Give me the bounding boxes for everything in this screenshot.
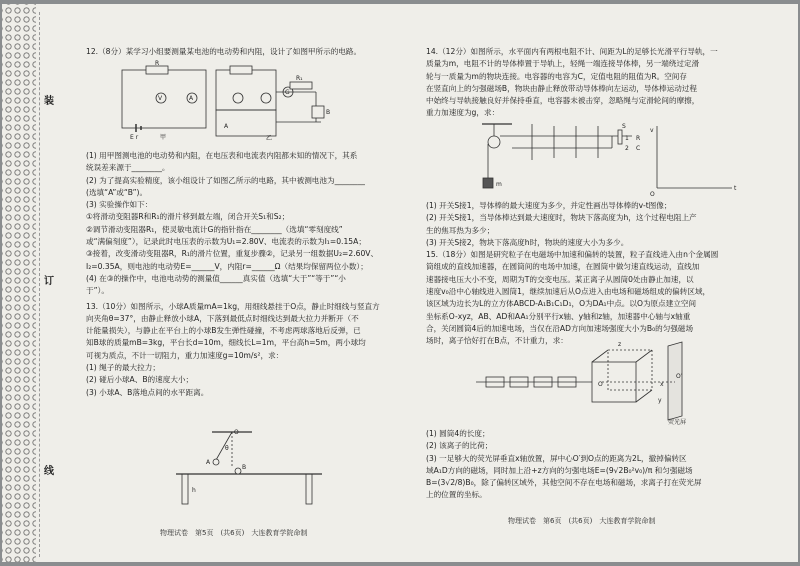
binding-char-xian: 线 xyxy=(44,466,54,477)
q13-line: 计能量损失），与静止在平台上的小球B发生弹性碰撞，不考虑两球落地后反弹，已 xyxy=(86,326,361,336)
q15-line: 该区域为边长为L的立方体ABCD-A₁B₁C₁D₁，O为DA₁中点。以O为原点建立空间 xyxy=(426,299,697,309)
ball-A xyxy=(213,459,219,465)
q14-line: 在竖直向上的匀强磁场B，物块由静止释放带动导体棒向左运动，导体棒运动过程 xyxy=(426,83,697,93)
rheostat-R xyxy=(146,66,168,74)
label-B: B xyxy=(242,464,247,471)
q12-line: I₂=0.35A，则电池的电动势E=______V，内阻r=______Ω（结果均保留两位小数）； xyxy=(86,261,368,271)
q15-line: 场时，离子恰好打在B点，不计重力，求： xyxy=(426,336,568,346)
label-A: A xyxy=(206,459,211,466)
label-m: m xyxy=(496,181,502,188)
binding-char-zhuang: 装 xyxy=(44,96,54,107)
q12-title: 12.（8分）某学习小组要测量某电池的电动势和内阻，设计了如图甲所示的电路。 xyxy=(86,47,362,56)
q15-part: (3) 一足够大的荧光屏垂直x轴放置，屏中心O′到O点的距离为2L，撤掉偏转区 xyxy=(426,453,687,463)
pulley-icon xyxy=(488,136,500,148)
label-O: O xyxy=(598,381,603,388)
q13-line: 向夹角θ=37°，由静止释放小球A，下落到最低点时细线达到最大拉力并断开（不 xyxy=(86,313,359,323)
q12-line: (3) 实验操作如下： xyxy=(86,200,153,210)
label-Oprime: O′ xyxy=(676,373,683,380)
label-V: V xyxy=(158,95,163,102)
q15-line: 合，关闭圆筒4后的加速电场，当仅在沿AD方向加速场强度大小为B₀的匀强磁场 xyxy=(426,323,694,333)
q12-line: ①将滑动变阻器R和R₁的滑片移到最左端，闭合开关S₁和S₂； xyxy=(86,212,290,222)
q13-pendulum-figure xyxy=(172,426,332,508)
q13-line: (1) 绳子的最大拉力； xyxy=(86,363,160,373)
q12-line: 于”）。 xyxy=(86,286,109,296)
q15-line: 速度v₀沿中心轴线进入圆筒1，继续加速后从O点进入由电场和磁场组成的偏转区域， xyxy=(426,287,711,297)
q13-line: 知B球的质量mB=3kg，平台长d=10m，细线长L=1m，平台高h=5m，两小球均 xyxy=(86,338,366,348)
q14-part: (2) 开关S接1，当导体棒达到最大速度时，物块下落高度为h，这个过程电阻上产 xyxy=(426,213,697,223)
rheostat-R1 xyxy=(290,82,312,89)
q12-line: 统误差来源于________。 xyxy=(86,163,170,173)
q15-accelerator-figure xyxy=(472,342,702,424)
label-2: 2 xyxy=(625,145,629,152)
q15-part: 上的位置的坐标。 xyxy=(426,490,487,500)
ball-B xyxy=(235,468,241,474)
q12-body xyxy=(86,150,404,399)
q12-circuit-figure xyxy=(116,60,331,142)
q12-line: 或“满偏刻度”），记录此时电压表的示数为U₁=2.80V、电流表的示数为I₁=0.15A； xyxy=(86,237,366,247)
q14-line: 质量为m，电阻不计的导体棒置于导轨上，轻绳一端连接导体棒，另一端绕过定滑 xyxy=(426,59,700,69)
q15-part: (1) 圆筒4的长度； xyxy=(426,429,490,438)
label-z: z xyxy=(618,341,622,348)
label-R1: R₁ xyxy=(296,75,303,82)
label-O: O xyxy=(650,191,655,198)
block-m xyxy=(483,178,493,188)
q15-line: 坐标系O-xyz，AB、AD和AA₁分别平行x轴、y轴和z轴，加速器中心轴与x轴重 xyxy=(426,311,691,321)
label-1: 1 xyxy=(625,135,629,142)
fluorescent-screen xyxy=(668,342,682,420)
label-jia: 甲 xyxy=(160,134,167,141)
label-yi: 乙 xyxy=(266,135,273,142)
label-y: y xyxy=(658,397,662,404)
label-R: R xyxy=(155,60,160,67)
binding-margin xyxy=(2,4,36,562)
label-Er: E r xyxy=(130,134,139,141)
q12-line: ②调节滑动变阻器R₁，使灵敏电流计G的指针指在________（选填“零刻度线” xyxy=(86,224,343,234)
label-theta: θ xyxy=(225,445,229,452)
q14-q15-body xyxy=(426,200,786,348)
q13-line: 13.（10分）如图所示，小球A质量mA=1kg，用细线悬挂于O点，静止时细线与竖直方 xyxy=(86,301,380,311)
label-A-meter: A xyxy=(189,95,194,102)
label-x: x xyxy=(660,381,664,388)
label-S: S xyxy=(622,123,626,130)
label-v: v xyxy=(650,127,654,134)
q15-line: 速器接电压大小不变，周期为T的交变电压。某正离子从圆筒0处由静止加速，以 xyxy=(426,274,694,284)
q12-line: (选填“A”或“B”)。 xyxy=(86,187,148,197)
q15-line: 15.（18分）如图是研究粒子在电磁场中加速和偏转的装置，粒子直线进入由n个金属圆 xyxy=(426,250,719,260)
q14-line: 中始终与导轨接触良好并保持垂直，电容器未被击穿，忽略绳与定滑轮间的摩擦， xyxy=(426,96,700,106)
label-B: B xyxy=(326,109,331,116)
q14-line: 重力加速度为g，求： xyxy=(426,108,500,118)
q14-part: (1) 开关S接1，导体棒的最大速度为多少，并定性画出导体棒的v-t图像； xyxy=(426,201,672,210)
q15-part: B=(3√2/8)B₀，除了偏转区域外，其他空间不存在电场和磁场，求离子打在荧光屏 xyxy=(426,478,702,488)
label-O: O xyxy=(234,429,239,436)
q12-line: (2) 为了提高实验精度，该小组设计了如图乙所示的电路，其中被测电池为________ xyxy=(86,175,365,185)
binding-char-ding: 订 xyxy=(44,276,54,287)
q15-part: 域A₁D方向的磁场，同时加上沿+z方向的匀强电场E=(9√2B₀²v₀)/π 和匀强磁场 xyxy=(426,465,693,475)
q15-parts xyxy=(426,428,786,502)
q12-line: (4) 在③的操作中，电池电动势的测量值______真实值（选填“大于”“等于”“小 xyxy=(86,273,346,283)
q14-line: 14.（12分）如图所示，水平面内有两根电阻不计、间距为L的足够长光滑平行导轨，一 xyxy=(426,47,718,56)
q13-line: (3) 小球A、B落地点间的水平距离。 xyxy=(86,387,209,397)
label-A-cell: A xyxy=(224,123,229,130)
label-G: G xyxy=(285,89,290,96)
q13-line: (2) 碰后小球A、B的速度大小； xyxy=(86,375,194,385)
q15-part: (2) 该离子的比荷； xyxy=(426,441,493,451)
q14-line: 轮与一质量为m的物块连接。电容器的电容为C，定值电阻的阻值为R。空间存 xyxy=(426,71,687,81)
footer-right: 物理试卷 第6页 (共6页) 大连教育学院命制 xyxy=(508,517,656,525)
label-t: t xyxy=(734,185,737,192)
label-h: h xyxy=(192,487,196,494)
q12-line: (1) 用甲图测电池的电动势和内阻，在电压表和电流表内阻都未知的情况下，其系 xyxy=(86,151,358,160)
label-R: R xyxy=(636,135,641,142)
q12-line: ③接着，改变滑动变阻器R，R₁的滑片位置，重复步骤②，记录另一组数据U₂=2.60V、 xyxy=(86,249,379,259)
q14-part: 生的焦耳热为多少； xyxy=(426,225,495,235)
q12-header xyxy=(86,46,404,58)
label-screen: 荧光屏 xyxy=(668,419,687,426)
q14-header xyxy=(426,46,786,120)
footer-left: 物理试卷 第5页 (共6页) 大连教育学院命制 xyxy=(160,529,308,537)
label-C: C xyxy=(636,145,641,152)
exam-sheet xyxy=(2,4,798,562)
q14-rail-figure xyxy=(472,118,772,198)
q14-part: (3) 开关S接2，物块下落高度h时，物块的速度大小为多少。 xyxy=(426,237,629,247)
q15-line: 筒组成的直线加速器，在圆筒间的电场中加速，在圆筒中做匀速直线运动，直线加 xyxy=(426,262,700,272)
cut-line xyxy=(39,12,40,557)
q13-line: 可视为质点，不计一切阻力，重力加速度g=10m/s²，求： xyxy=(86,350,284,360)
